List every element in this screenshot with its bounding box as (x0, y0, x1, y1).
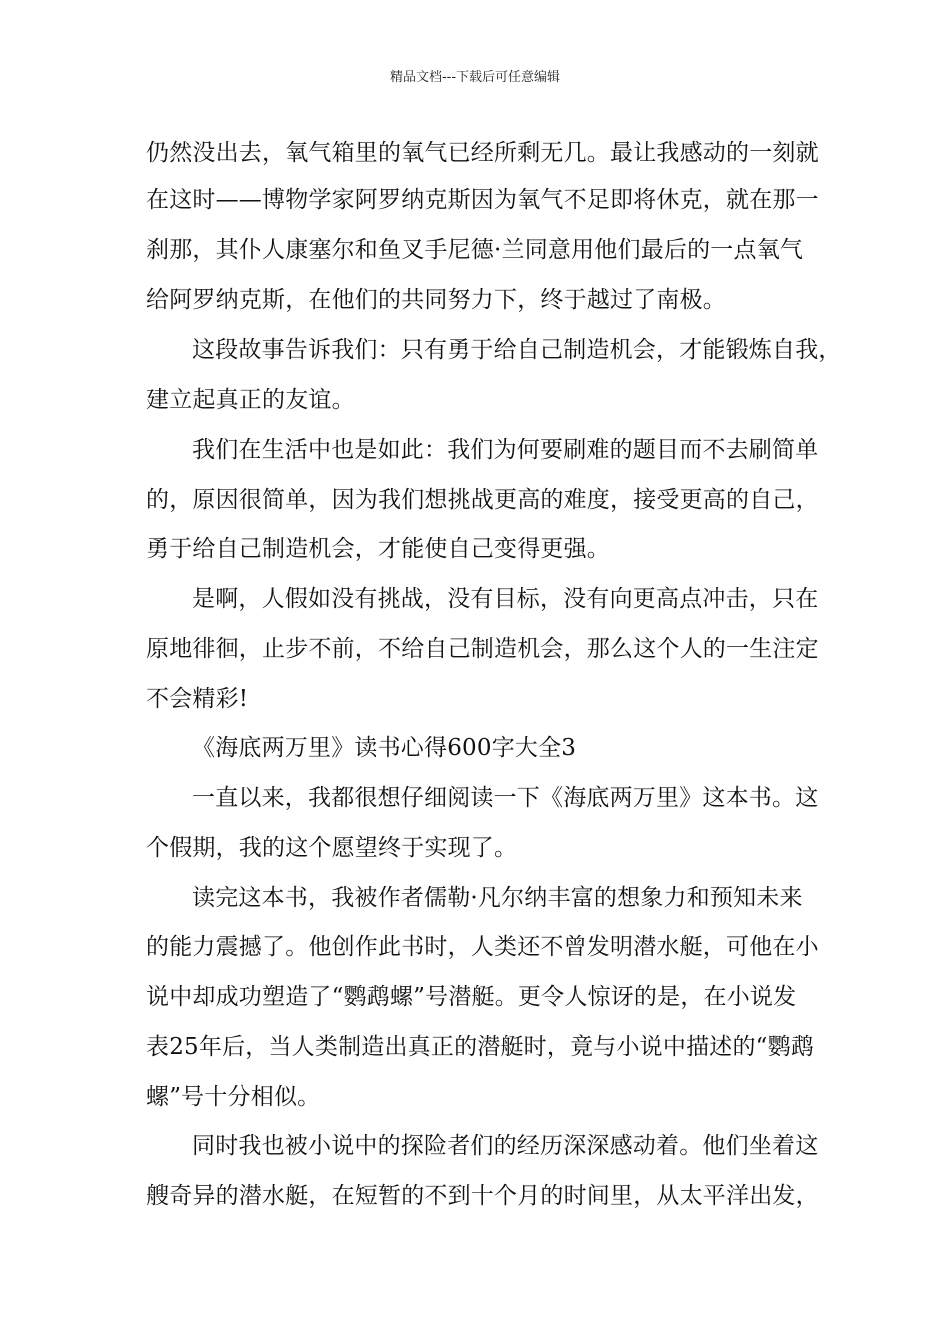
text-line: 仍然没出去，氧气箱里的氧气已经所剩无几。最让我感动的一刻就 (146, 140, 819, 166)
paragraph-first-line: 读完这本书，我被作者儒勒·凡尔纳丰富的想象力和预知未来 (192, 885, 803, 911)
paragraph-first-line: 一直以来，我都很想仔细阅读一下《海底两万里》这本书。这 (192, 785, 819, 811)
text-line: 个假期，我的这个愿望终于实现了。 (146, 835, 518, 861)
paragraph-first-line: 同时我也被小说中的探险者们的经历深深感动着。他们坐着这 (192, 1133, 819, 1159)
text-line: 的，原因很简单，因为我们想挑战更高的难度，接受更高的自己， (146, 487, 819, 513)
text-line: 勇于给自己制造机会，才能使自己变得更强。 (146, 536, 610, 562)
text-line: 刹那，其仆人康塞尔和鱼叉手尼德·兰同意用他们最后的一点氧气 (146, 237, 804, 263)
text-line: 艘奇异的潜水艇，在短暂的不到十个月的时间里，从太平洋出发， (146, 1183, 819, 1209)
text-line: 的能力震撼了。他创作此书时，人类还不曾发明潜水艇，可他在小 (146, 934, 819, 960)
text-line: 说中却成功塑造了“鹦鹉螺”号潜艇。更令人惊讶的是，在小说发 (146, 984, 797, 1010)
text-line: 原地徘徊，止步不前，不给自己制造机会，那么这个人的一生注定 (146, 636, 819, 662)
paragraph-first-line: 这段故事告诉我们：只有勇于给自己制造机会，才能锻炼自我， (192, 337, 842, 363)
page-header: 精品文档---下载后可任意编辑 (389, 70, 561, 85)
text-line: 给阿罗纳克斯，在他们的共同努力下，终于越过了南极。 (146, 287, 726, 313)
text-line: 表25年后，当人类制造出真正的潜艇时，竟与小说中描述的“鹦鹉 (146, 1034, 815, 1060)
section-title: 《海底两万里》读书心得600字大全3 (192, 735, 577, 761)
paragraph-first-line: 我们在生活中也是如此：我们为何要刷难的题目而不去刷简单 (192, 437, 819, 463)
text-line: 不会精彩! (146, 686, 249, 712)
text-line: 建立起真正的友谊。 (146, 387, 355, 413)
text-line: 螺”号十分相似。 (146, 1084, 321, 1110)
text-line: 在这时——博物学家阿罗纳克斯因为氧气不足即将休克，就在那一 (146, 187, 819, 213)
paragraph-first-line: 是啊，人假如没有挑战，没有目标，没有向更高点冲击，只在 (192, 586, 819, 612)
